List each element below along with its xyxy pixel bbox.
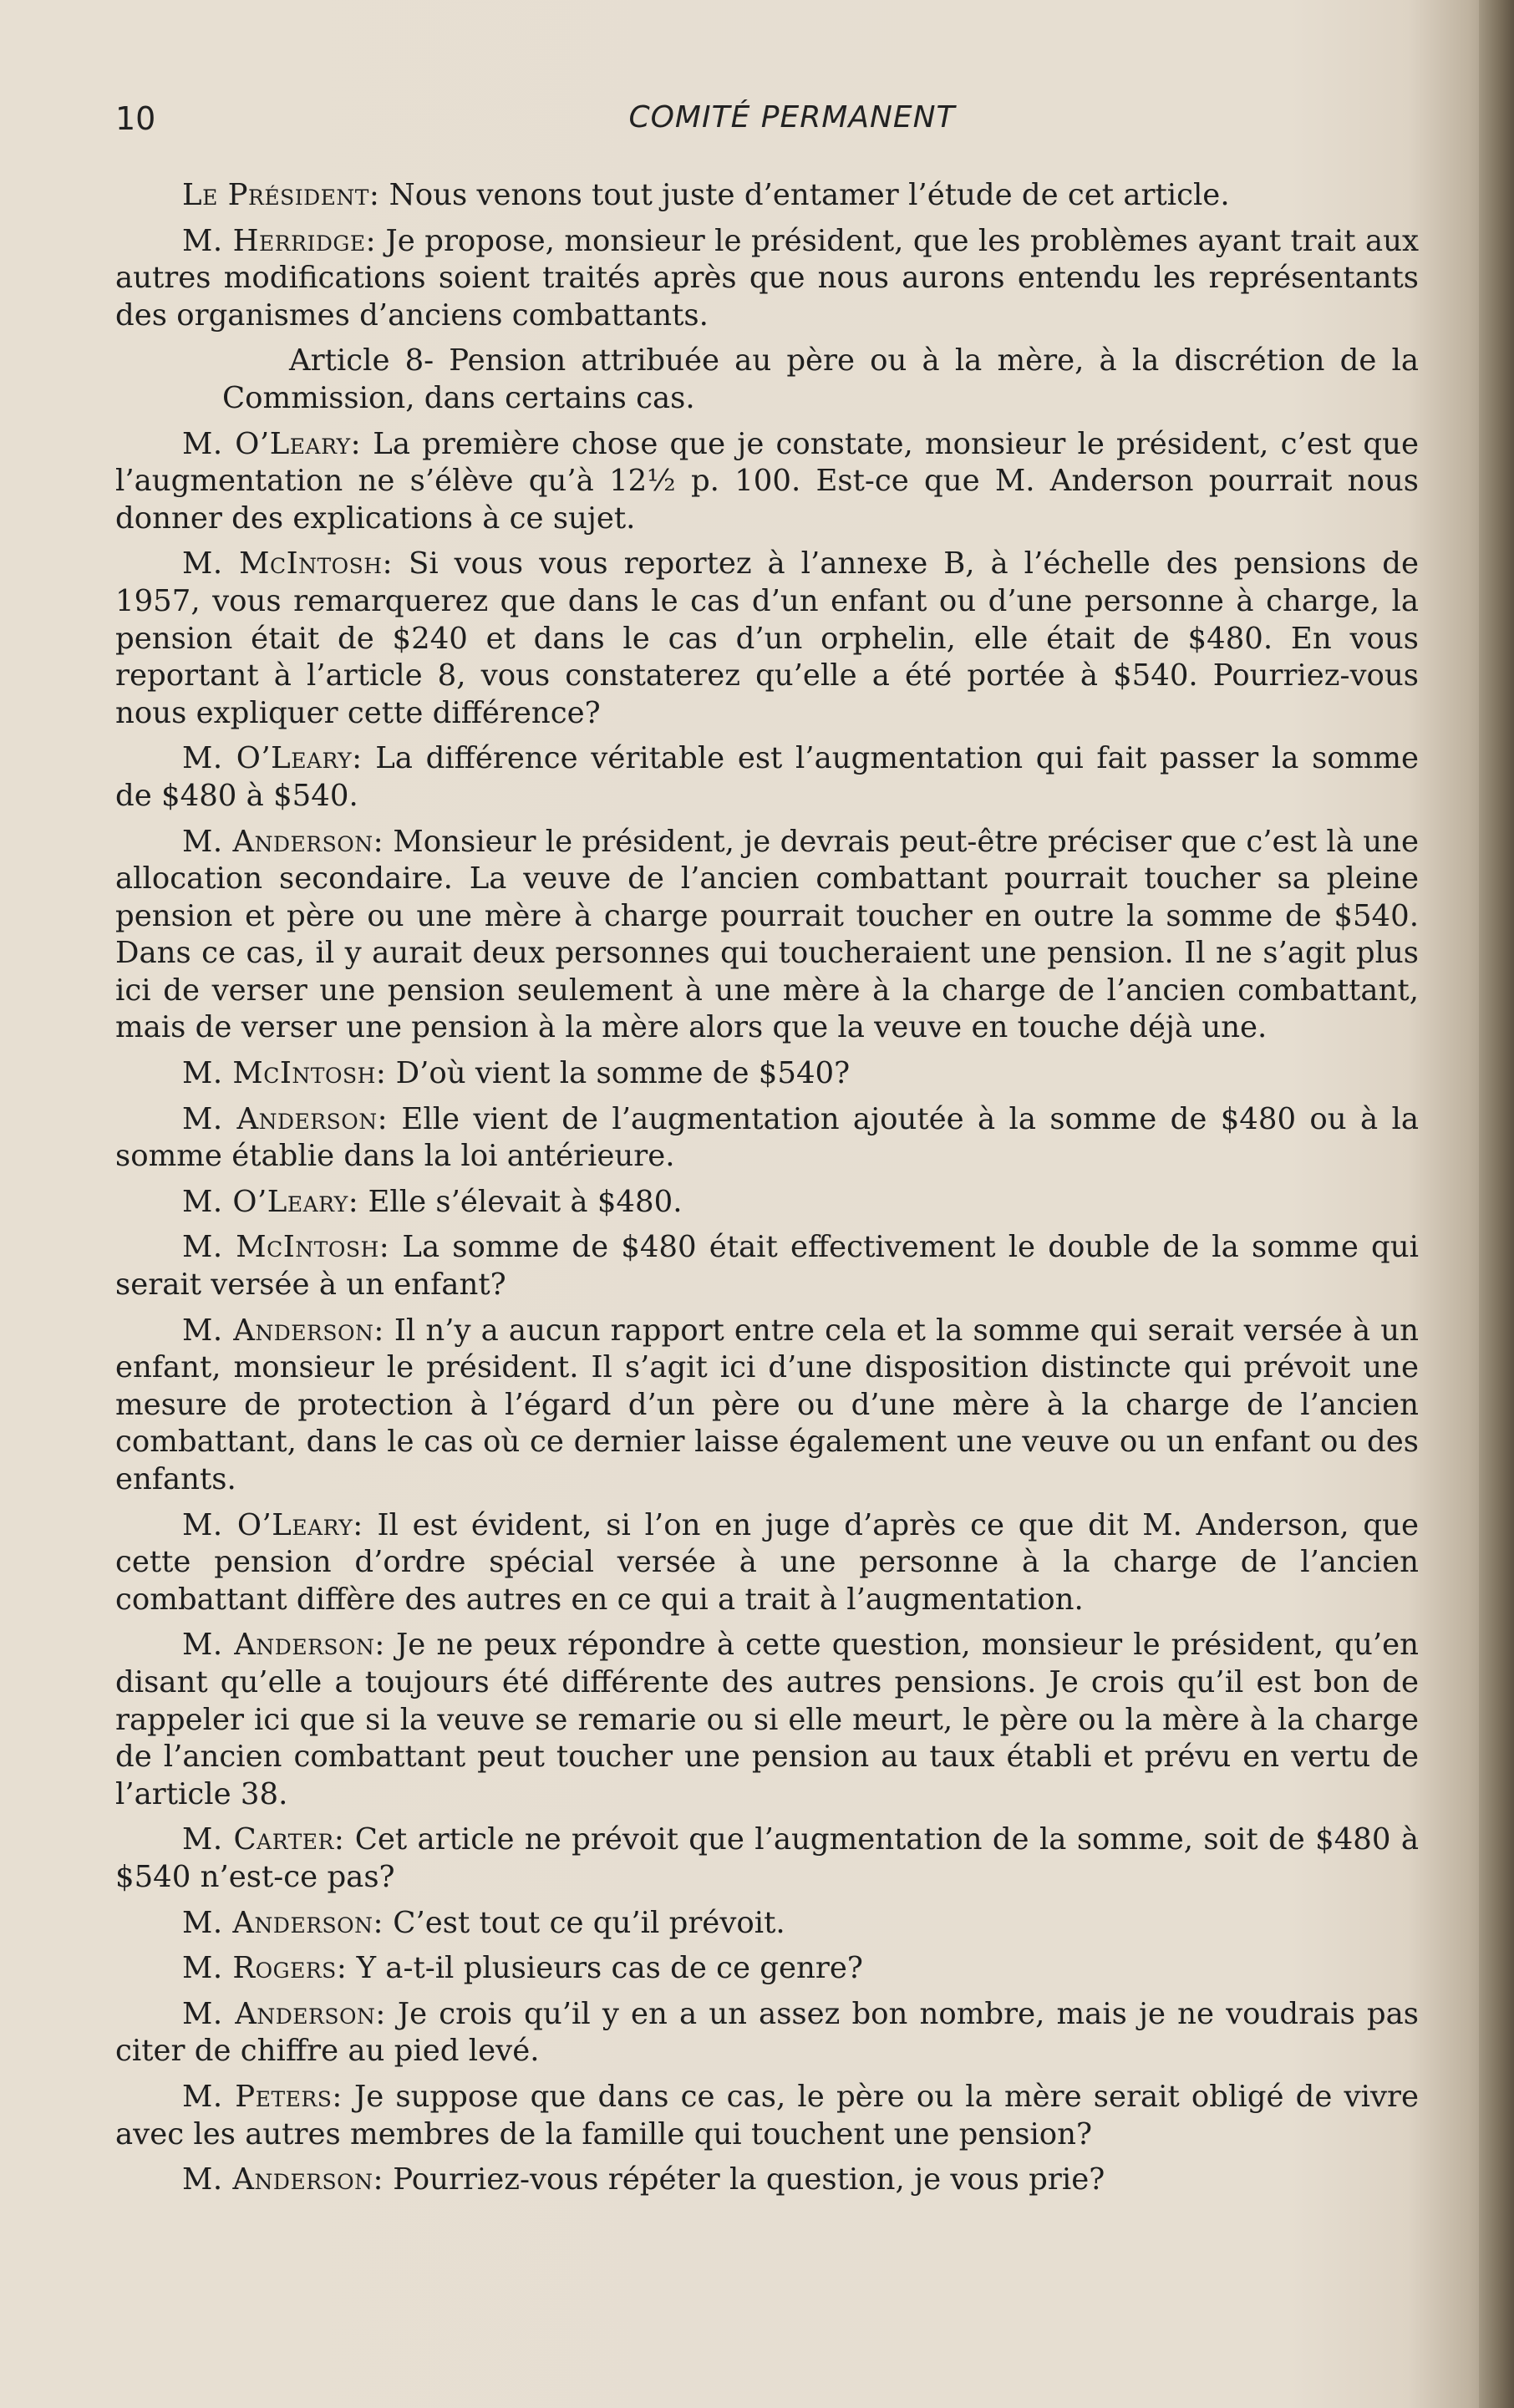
speech-paragraph <box>115 1950 1419 1988</box>
speaker-name: M. Peters: <box>182 2079 343 2114</box>
page-header <box>115 94 1419 144</box>
paragraph-text: Elle s’élevait à $480. <box>358 1184 683 1219</box>
speaker-name: Le Président: <box>182 178 380 212</box>
speaker-name: M. Anderson: <box>182 2162 384 2197</box>
speech-paragraph <box>115 1627 1419 1813</box>
speaker-name: M. O’Leary: <box>182 1184 359 1219</box>
paragraph-text: D’où vient la somme de $540? <box>386 1056 851 1091</box>
paragraph-text: Je propose, monsieur le président, que les problèmes ayant trait aux autres modifications soient traités après que nous aurons entendu les représentants des organismes d’anciens combattants. <box>115 223 1420 333</box>
speech-paragraph <box>115 1184 1419 1222</box>
page-number: 10 <box>115 100 156 137</box>
speech-paragraph <box>115 2079 1419 2153</box>
speaker-name: M. Rogers: <box>182 1951 348 1986</box>
speech-paragraph <box>115 1229 1419 1303</box>
paragraph-text: La première chose que je constate, monsieur le président, c’est que l’augmentation ne s’élève qu’à 12½ p. 100. Est-ce que M. Anderson pourrait nous donner des explications à ce sujet. <box>115 426 1420 536</box>
paragraph-text: Cet article ne prévoit que l’augmentation de la somme, soit de $480 à $540 n’est-ce pas? <box>115 1822 1420 1894</box>
speech-paragraph <box>115 1996 1419 2070</box>
speech-paragraph <box>115 546 1419 732</box>
speaker-name: M. O’Leary: <box>182 426 362 461</box>
speaker-name: M. McIntosh: <box>182 546 394 582</box>
paragraph-text: Je ne peux répondre à cette question, monsieur le président, qu’en disant qu’elle a toujours été différente des autres pensions. Je crois qu’il est bon de rappeler ici que si la veuve se remarie ou si elle meurt, le père ou la mère à la charge de l’ancien combattant peut toucher une pension au taux établi et prévu en vertu de l’article 38. <box>115 1628 1419 1811</box>
paragraph-text: Nous venons tout juste d’entamer l’étude de cet article. <box>379 178 1230 212</box>
speech-paragraph <box>115 1313 1419 1499</box>
speaker-name: M. Anderson: <box>182 1313 384 1348</box>
paragraph-text: Article 8- Pension attribuée au père ou à la mère, à la discrétion de la Commission, dans certains cas. <box>222 343 1419 415</box>
quoted-article <box>115 343 1419 417</box>
speaker-name: M. Anderson: <box>182 1101 389 1136</box>
paragraph-text: Il est évident, si l’on en juge d’après ce que dit M. Anderson, que cette pension d’ordre spécial versée à une personne à la charge de l’ancien combattant diffère des autres en ce qui a trait à l’augmentation. <box>115 1507 1419 1617</box>
speaker-name: M. Anderson: <box>182 1905 384 1940</box>
speaker-name: M. McIntosh: <box>182 1230 390 1265</box>
speaker-name: M. Anderson: <box>182 1628 385 1663</box>
book-spine-shadow <box>1479 0 1514 2408</box>
paragraph-text: Il n’y a aucun rapport entre cela et la somme qui serait versée à un enfant, monsieur le président. Il s’agit ici d’une disposition distincte qui prévoit une mesure de protection à l’égard d’un père ou d’une mère à la charge de l’ancien combattant, dans le cas où ce dernier laisse également une veuve ou un enfant ou des enfants. <box>115 1313 1419 1496</box>
speech-paragraph <box>115 2162 1419 2199</box>
paragraph-text: Pourriez-vous répéter la question, je vous prie? <box>384 2162 1105 2197</box>
paragraph-text: Je suppose que dans ce cas, le père ou la mère serait obligé de vivre avec les autres membres de la famille qui touchent une pension? <box>115 2079 1419 2151</box>
speech-paragraph <box>115 426 1419 538</box>
speaker-name: M. Herridge: <box>182 223 377 258</box>
speech-paragraph <box>115 1055 1419 1093</box>
speaker-name: M. McIntosh: <box>182 1056 387 1091</box>
speaker-name: M. Anderson: <box>182 824 384 859</box>
paragraph-text: La somme de $480 était effectivement le double de la somme qui serait versée à un enfant? <box>115 1230 1419 1303</box>
paragraph-text: Monsieur le président, je devrais peut-être préciser que c’est là une allocation secondaire. La veuve de l’ancien combattant pourrait toucher sa pleine pension et père ou une mère à charge pourrait toucher en outre la somme de $540. Dans ce cas, il y aurait deux personnes qui toucheraient une pension. Il ne s’agit plus ici de verser une pension seulement à une mère à la charge de l’ancien combattant, mais de verser une pension à la mère alors que la veuve en touche déjà une. <box>115 824 1419 1045</box>
speaker-name: M. Anderson: <box>182 1996 386 2031</box>
speaker-name: M. O’Leary: <box>182 1507 363 1542</box>
speaker-name: M. Carter: <box>182 1822 345 1857</box>
running-head: COMITÉ PERMANENT <box>628 100 956 135</box>
speech-paragraph <box>115 223 1419 335</box>
speech-paragraph <box>115 740 1419 815</box>
speech-paragraph <box>115 1101 1419 1176</box>
paragraph-text: Elle vient de l’augmentation ajoutée à la somme de $480 ou à la somme établie dans la loi antérieure. <box>115 1101 1419 1174</box>
speech-paragraph <box>115 824 1419 1048</box>
paragraph-text: Si vous vous reportez à l’annexe B, à l’échelle des pensions de 1957, vous remarquerez que dans le cas d’un enfant ou d’une personne à charge, la pension était de $240 et dans le cas d’un orphelin, elle était de $480. En vous reportant à l’article 8, vous constaterez qu’elle a été portée à $540. Pourriez-vous nous expliquer cette différence? <box>115 546 1419 730</box>
speech-paragraph <box>115 1507 1419 1619</box>
speaker-name: M. O’Leary: <box>182 741 363 776</box>
paragraph-text: C’est tout ce qu’il prévoit. <box>384 1905 785 1940</box>
paragraph-text: Je crois qu’il y en a un assez bon nombre, mais je ne voudrais pas citer de chiffre au pied levé. <box>115 1996 1419 2069</box>
speech-paragraph <box>115 1905 1419 1943</box>
speech-paragraph <box>115 177 1419 215</box>
document-body <box>115 177 1419 2207</box>
paragraph-text: Y a-t-il plusieurs cas de ce genre? <box>347 1951 863 1986</box>
speech-paragraph <box>115 1821 1419 1896</box>
paragraph-text: La différence véritable est l’augmentation qui fait passer la somme de $480 à $540. <box>115 741 1419 813</box>
